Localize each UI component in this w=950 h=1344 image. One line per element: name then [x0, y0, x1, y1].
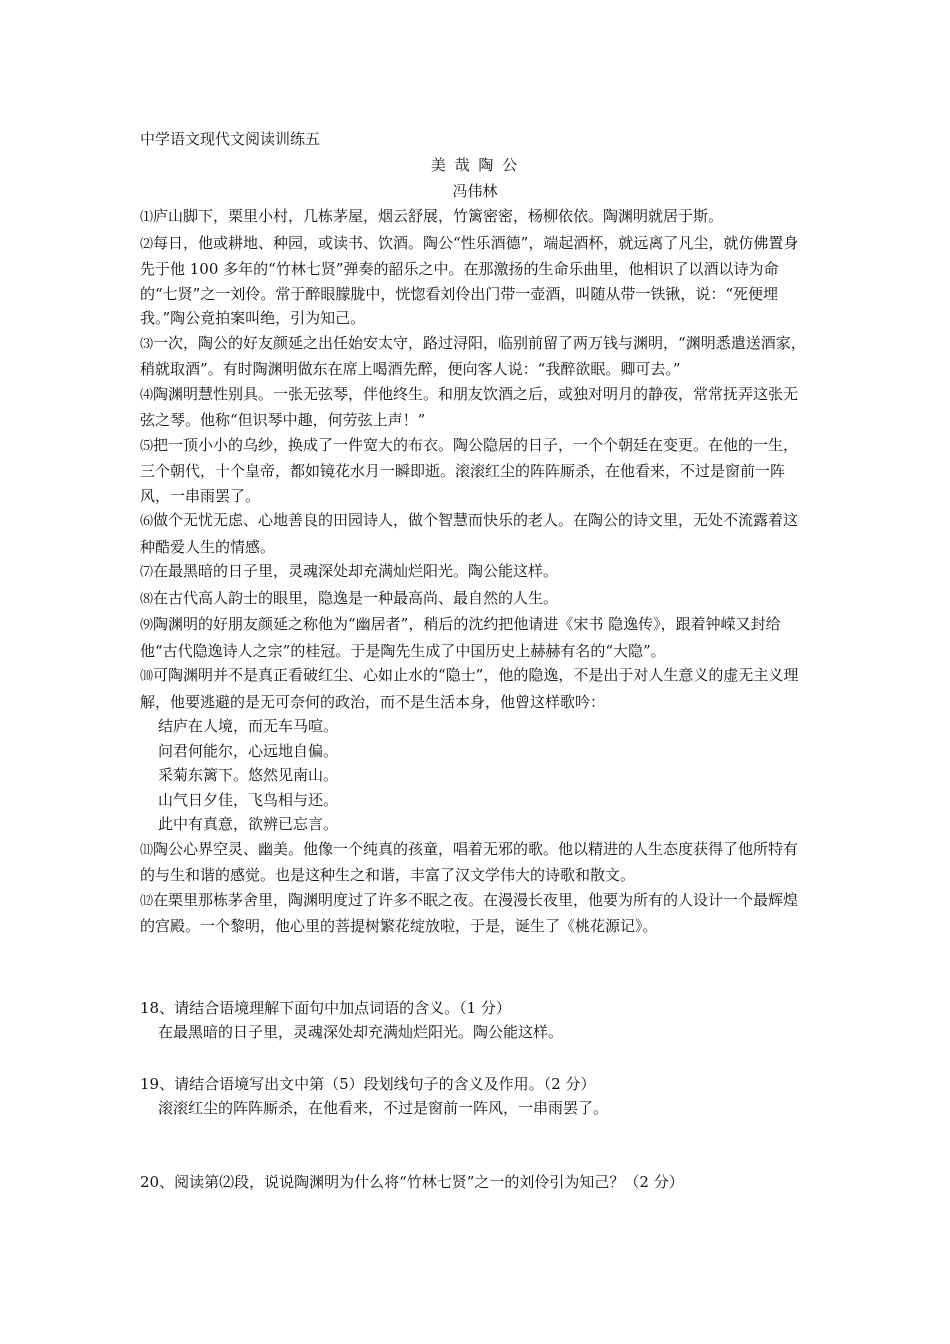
paragraph-1: ⑴庐山脚下，栗里小村，几栋茅屋，烟云舒展，竹篱密密，杨柳依依。陶渊明就居于斯。 [140, 207, 724, 225]
paragraph-7: ⑺在最黑暗的日子里，灵魂深处却充满灿烂阳光。陶公能这样。 [140, 562, 559, 580]
question-18-prompt: 18、请结合语境理解下面句中加点词语的含义。（1 分） [140, 999, 511, 1017]
paragraph-12: ⑿在栗里那栋茅舍里，陶渊明度过了许多不眠之夜。在漫漫长夜里，他要为所有的人设计一个最辉煌的宫殿。一个黎明，他心里的菩提树繁花绽放啦，于是，诞生了《桃花源记》。 [140, 890, 799, 935]
question-20-prompt: 20、阅读第⑵段，说说陶渊明为什么将“竹林七贤”之一的刘伶引为知己？（2 分） [140, 1173, 684, 1191]
question-19-quote: 滚滚红尘的阵阵厮杀，在他看来，不过是窗前一阵风，一串雨罢了。 [158, 1099, 609, 1117]
paragraph-8: ⑻在古代高人韵士的眼里，隐逸是一种最高尚、最自然的人生。 [140, 588, 559, 607]
question-19 [140, 1072, 812, 1120]
paragraph-9: ⑼陶渊明的好朋友颜延之称他为“幽居者”，稍后的沈约把他请进《宋书 隐逸传》，跟着钟嵘又封给他“古代隐逸诗人之宗”的桂冠。于是陶先生成了中国历史上赫赫有名的“大隐”。 [140, 615, 781, 660]
poem-line-2: 问君何能尔，心远地自偏。 [158, 741, 339, 760]
question-20 [140, 1170, 812, 1194]
paragraph-2: ⑵每日，他或耕地、种园，或读书、饮酒。陶公“性乐酒德”，端起酒杯，就远离了凡尘，就仿佛置身先于他 100 多年的“竹林七贤”弹奏的韶乐之中。在那激扬的生命乐曲里，他相识了以酒以诗为命的“七贤”之一刘伶。常于醉眼朦胧中，恍惚看刘伶出门带一壶酒，叫随从带一铁锹，说：“死便埋我。”陶公竟拍案叫绝，引为知己。 [140, 233, 799, 327]
question-18 [140, 996, 812, 1044]
paragraph-5: ⑸把一顶小小的乌纱，换成了一件宽大的布衣。陶公隐居的日子，一个个朝廷在变更。在他的一生，三个朝代，十个皇帝，都如镜花水月一瞬即逝。滚滚红尘的阵阵厮杀，在他看来，不过是窗前一阵风，一串雨罢了。 [140, 435, 799, 505]
poem-line-3: 采菊东篱下。悠然见南山。 [158, 766, 339, 784]
paragraph-10: ⑽可陶渊明并不是真正看破红尘、心如止水的“隐士”，他的隐逸，不是出于对人生意义的虚无主义理解，他要逃避的是无可奈何的政治，而不是生活本身，他曾这样歌吟： [140, 666, 799, 711]
paragraph-4: ⑷陶渊明慧性别具。一张无弦琴，伴他终生。和朋友饮酒之后，或独对明月的静夜，常常抚弄这张无弦之琴。他称“但识琴中趣，何劳弦上声！” [140, 384, 799, 429]
document-header: 中学语文现代文阅读训练五 [140, 130, 321, 148]
poem-line-4: 山气日夕佳，飞鸟相与还。 [158, 790, 339, 809]
paragraph-3: ⑶一次，陶公的好友颜延之出任始安太守，路过浔阳，临别前留了两万钱与渊明，“渊明悉遣送酒家，稍就取酒”。有时陶渊明做东在席上喝酒先醉，便向客人说：“我醉欲眠。卿可去。” [140, 333, 806, 378]
poem-line-1: 结庐在人境，而无车马喧。 [158, 717, 339, 735]
article-author: 冯伟林 [452, 182, 498, 200]
article-body [140, 204, 812, 939]
paragraph-6: ⑹做个无忧无虑、心地善良的田园诗人，做个智慧而快乐的老人。在陶公的诗文里，无处不流露着这种酷爱人生的情感。 [140, 511, 799, 556]
article-title: 美 哉 陶 公 [430, 156, 520, 174]
paragraph-11: ⑾陶公心界空灵、幽美。他像一个纯真的孩童，唱着无邪的歌。他以精进的人生态度获得了他所特有的与生和谐的感觉。也是这种生之和谐，丰富了汉文学伟大的诗歌和散文。 [140, 839, 799, 884]
question-18-quote: 在最黑暗的日子里，灵魂深处却充满灿烂阳光。陶公能这样。 [158, 1023, 564, 1041]
question-19-prompt: 19、请结合语境写出文中第（5）段划线句子的含义及作用。（2 分） [140, 1075, 596, 1093]
poem-line-5: 此中有真意，欲辨已忘言。 [158, 815, 339, 833]
